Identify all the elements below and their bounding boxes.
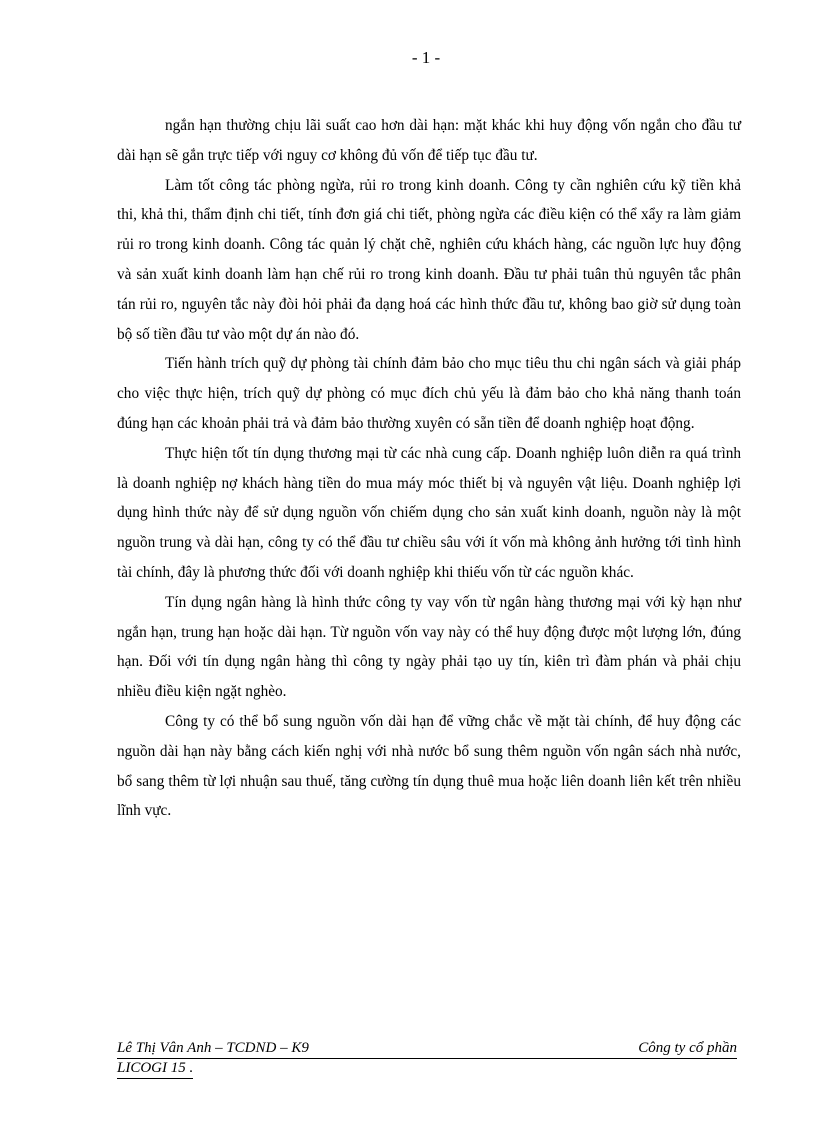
paragraph-5: Tín dụng ngân hàng là hình thức công ty vay vốn từ ngân hàng thương mại với kỳ hạn như ngắn hạn, trung hạn hoặc dài hạn. Từ nguồn vốn vay này có thể huy động được một lượng lớn, đúng hạn. Đối với tín dụng ngân hàng thì công ty ngày phải tạo uy tín, kiên trì đàm phán và phải chịu nhiều điều kiện ngặt nghèo. (117, 593, 741, 701)
footer-line-1 (117, 1039, 737, 1059)
page-number: - 1 - (411, 48, 441, 67)
paragraph-2: Làm tốt công tác phòng ngừa, rủi ro trong kinh doanh. Công ty cần nghiên cứu kỹ tiền khả thi, khả thi, thẩm định chi tiết, tính đơn giá chi tiết, phòng ngừa các điều kiện có thể xẩy ra làm giảm rủi ro trong kinh doanh. Công tác quản lý chặt chẽ, nghiên cứu khách hàng, các nguồn lực huy động và sản xuất kinh doanh làm hạn chế rủi ro trong kinh doanh. Đầu tư phải tuân thủ nguyên tắc phân tán rủi ro, nguyên tắc này đòi hỏi phải đa dạng hoá các hình thức đầu tư, không bao giờ sử dụng toàn bộ số tiền đầu tư vào một dự án nào đó. (117, 176, 741, 343)
paragraph-3: Tiến hành trích quỹ dự phòng tài chính đảm bảo cho mục tiêu thu chi ngân sách và giải pháp cho việc thực hiện, trích quỹ dự phòng có mục đích chủ yếu là đảm bảo cho khả năng thanh toán đúng hạn các khoản phải trả và đảm bảo thường xuyên có sẵn tiền để doanh nghiệp hoạt động. (117, 355, 741, 432)
document-body (117, 111, 741, 826)
paragraph-4: Thực hiện tốt tín dụng thương mại từ các nhà cung cấp. Doanh nghiệp luôn diễn ra quá trình là doanh nghiệp nợ khách hàng tiền do mua máy móc thiết bị và nguyên vật liệu. Doanh nghiệp lợi dụng hình thức này để sử dụng nguồn vốn chiếm dụng cho sản xuất kinh doanh, nguồn này là một nguồn trung và dài hạn, công ty có thể đầu tư chiều sâu với ít vốn mà không ảnh hưởng tới tình hình tài chính, đây là phương thức đối với doanh nghiệp khi thiếu vốn từ các nguồn khác. (117, 444, 741, 581)
footer-author: Lê Thị Vân Anh – TCDND – K9 (117, 1040, 309, 1056)
footer-company-prefix: Công ty cổ phần (638, 1040, 737, 1056)
page-footer (117, 1039, 737, 1079)
paragraph-6: Công ty có thể bổ sung nguồn vốn dài hạn để vững chắc về mặt tài chính, để huy động các nguồn dài hạn này bằng cách kiến nghị với nhà nước bổ sung thêm nguồn vốn ngân sách nhà nước, bổ sang thêm từ lợi nhuận sau thuế, tăng cường tín dụng thuê mua hoặc liên doanh liên kết trên nhiều lĩnh vực. (117, 712, 741, 820)
paragraph-1: ngắn hạn thường chịu lãi suất cao hơn dài hạn: mặt khác khi huy động vốn ngắn cho đầu tư dài hạn sẽ gắn trực tiếp với nguy cơ không đủ vốn để tiếp tục đầu tư. (117, 117, 741, 164)
footer-company-name: LICOGI 15 . (117, 1059, 193, 1079)
